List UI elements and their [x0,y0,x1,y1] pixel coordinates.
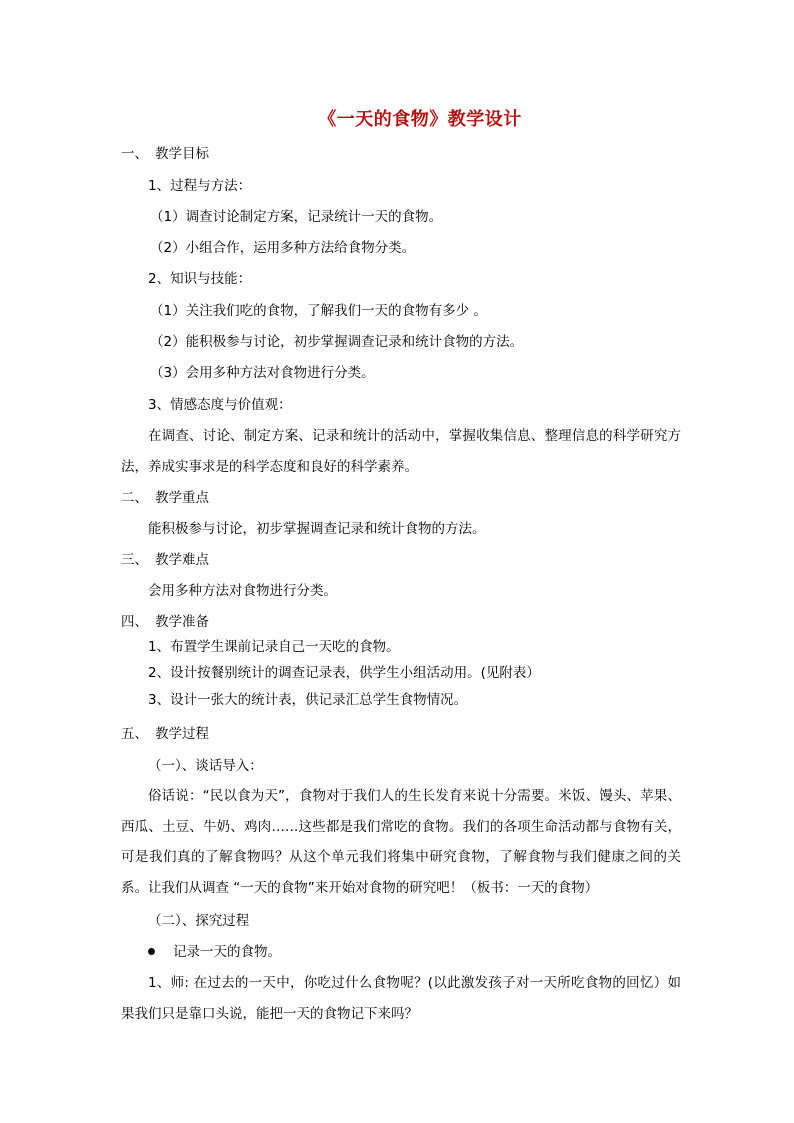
bullet-item [148,942,281,962]
document-title: 《一天的食物》教学设计 [318,109,522,130]
list-item: （1）关注我们吃的食物，了解我们一天的食物有多少 。 [150,303,487,319]
paragraph: 会用多种方法对食物进行分类。 [148,583,337,599]
section-label: 教学重点 [155,490,209,506]
section-number: 四、 [121,614,148,630]
bullet-label: 记录一天的食物。 [173,944,281,960]
paragraph: 在调查、讨论、制定方案、记录和统计的活动中，掌握收集信息、整理信息的科学研究方法，养成实事求是的科学态度和良好的科学素养。 [121,428,681,475]
subheading: （一）、谈话导入： [148,758,263,774]
subheading: （二）、探究过程 [148,913,250,929]
list-item: （2）小组合作，运用多种方法给食物分类。 [150,240,416,256]
bullet-icon [148,948,155,955]
section-number: 三、 [121,552,148,568]
subheading: 2、知识与技能： [148,271,252,287]
paragraph: 俗话说：“民以食为天”，食物对于我们人的生长发育来说十分需要。米饭、馒头、苹果、西瓜、土豆、牛奶、鸡肉……这些都是我们常吃的食物。我们的各项生命活动都与食物有关，可是我们真的了解食物吗？从这个单元我们将集中研究食物，了解食物与我们健康之间的关系。让我们从调查 “一天的食物”来开始对食物的研究吧！（板书：一天的食物） [121,788,681,896]
list-item: 3、设计一张大的统计表，供记录汇总学生食物情况。 [148,692,468,708]
section-label: 教学过程 [155,726,209,742]
section-heading-1 [121,144,209,164]
section-number: 五、 [121,726,148,742]
paragraph: 能积极参与讨论，初步掌握调查记录和统计食物的方法。 [148,521,486,537]
subheading: 1、过程与方法： [148,178,252,194]
list-item: （2）能积极参与讨论，初步掌握调查记录和统计食物的方法。 [150,334,524,350]
list-item: （3）会用多种方法对食物进行分类。 [150,365,375,381]
list-item: 2、设计按餐别统计的调查记录表，供学生小组活动用。(见附表） [148,665,540,681]
section-label: 教学目标 [155,146,209,162]
section-number: 二、 [121,490,148,506]
section-heading-3 [121,550,209,570]
paragraph: 1、师: 在过去的一天中，你吃过什么食物呢？(以此激发孩子对一天所吃食物的回忆）如果我们只是靠口头说，能把一天的食物记下来吗？ [121,975,681,1022]
subheading: 3、情感态度与价值观： [148,397,292,413]
section-heading-5 [121,724,209,744]
section-heading-4 [121,612,209,632]
section-number: 一、 [121,146,148,162]
section-heading-2 [121,488,209,508]
section-label: 教学准备 [155,614,209,630]
section-label: 教学难点 [155,552,209,568]
list-item: （1）调查讨论制定方案，记录统计一天的食物。 [150,209,443,225]
list-item: 1、布置学生课前记录自己一天吃的食物。 [148,639,400,655]
